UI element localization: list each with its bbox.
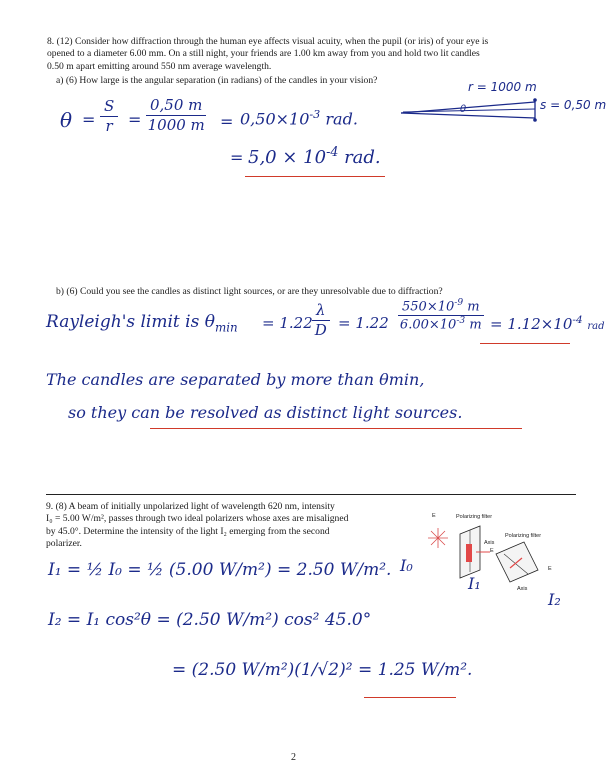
problem-8-line-1: 8. (12) Consider how diffraction through the human eye affects visual acuity, when the pupil (or iris) of your eye is [47, 36, 489, 47]
problem-8-line-2: opened to a diameter 6.00 mm. On a still night, your friends are 1.00 km away from you and hold two lit candles [47, 48, 480, 60]
lambda-num: λ [312, 301, 330, 321]
rayleigh-frac-num: $550\times 10^{-9}$ m [398, 298, 484, 316]
sketch-theta: θ [460, 104, 467, 115]
problem-9-line-1: 9. (8) A beam of initially unpolarized light of wavelength 620 nm, intensity [46, 501, 335, 512]
lambda-over-d [312, 301, 330, 339]
frac-den: 1000 m [147, 116, 205, 134]
part-b-question: b) (6) Could you see the candles as distinct light sources, or are they unresolvable due to diffraction? [56, 286, 443, 297]
p9-answer-underline [364, 697, 456, 698]
e-label-3: E [548, 566, 552, 572]
theta-min: $\theta_{min}$ [204, 312, 238, 335]
result2-mantissa: 5,0 × 10 [248, 147, 327, 168]
part-a-eq4: = [230, 148, 244, 167]
problem-9-statement [46, 501, 406, 551]
rayleigh-fraction [398, 298, 484, 333]
rayleigh-eq2: = 1.22 [338, 314, 389, 332]
part-a-eq1: = [82, 110, 96, 129]
r-label: r = 1000 m [468, 80, 537, 94]
section-divider [46, 494, 576, 495]
polarizer-figure [418, 508, 558, 603]
problem-8-line-3: 0.50 m apart emitting around 550 nm average wavelength. [47, 60, 272, 72]
result1-mantissa: 0,50×10 [240, 109, 310, 129]
rayleigh-eq1: = 1.22 [262, 314, 313, 332]
problem-8-statement [47, 36, 567, 73]
rayleigh-text: Rayleigh's limit is [46, 312, 200, 332]
polarizing-filter-label-2: Polarizing filter [505, 533, 542, 539]
rayleigh-frac-den: $6.00\times 10^{-3}$ m [399, 316, 482, 333]
conclusion-underline [150, 428, 522, 429]
s-label: s = 0,50 m [540, 98, 607, 112]
d-den: D [314, 321, 327, 339]
i0-label: I₀ [400, 556, 413, 575]
problem-9-line-4: polarizer. [46, 538, 82, 550]
problem-9-line-2: I₀ = 5.00 W/m², passes through two ideal polarizers whose axes are misaligned [46, 513, 349, 525]
part-a-question: a) (6) How large is the angular separation (in radians) of the candles in your vision? [56, 75, 378, 86]
problem-9-line-3: by 45.0°. Determine the intensity of the light I₂ emerging from the second [46, 525, 330, 537]
axis-label-1: Axis [484, 540, 495, 546]
conclusion-line-2: so they can be resolved as distinct light sources. [68, 403, 463, 422]
part-a-fraction [146, 96, 206, 134]
result2-unit: rad. [344, 147, 381, 168]
rayleigh-result-underline [480, 343, 570, 344]
part-a-result1 [240, 108, 358, 128]
axis-label-2: Axis [517, 586, 528, 592]
part-a-result2 [248, 144, 381, 168]
p9-work-line-2: I₂ = I₁ cos²θ = (2.50 W/m²) cos² 45.0° [48, 610, 372, 630]
result1-exp: -3 [309, 108, 321, 121]
polarizing-filter-label-1: Polarizing filter [456, 514, 493, 520]
result2-exp: -4 [326, 144, 339, 159]
result1-unit: rad. [325, 109, 358, 129]
page-number: 2 [291, 752, 296, 763]
p9-work-line-3: = (2.50 W/m²)(1/√2)² = 1.25 W/m². [172, 660, 473, 680]
i2-label: I₂ [548, 590, 561, 609]
part-a-s-over-r [100, 97, 118, 135]
part-a-answer-underline [245, 176, 385, 177]
part-a-eq2: = [128, 110, 142, 129]
rayleigh-result: = $1.12\times 10^{-4}$ rad [490, 314, 605, 333]
p9-work-line-1: I₁ = ½ I₀ = ½ (5.00 W/m²) = 2.50 W/m². [48, 560, 392, 580]
frac-num: 0,50 m [146, 96, 206, 116]
i1-label: I₁ [468, 574, 481, 593]
r-den: r [105, 117, 113, 135]
rayleigh-line [46, 312, 238, 334]
s-num: S [100, 97, 118, 117]
part-a-theta: θ [60, 108, 73, 132]
e-label-1: E [432, 513, 436, 519]
conclusion-line-1: The candles are separated by more than θmin, [46, 370, 425, 389]
e-label-2: E [490, 548, 494, 554]
part-a-eq3: = [220, 112, 234, 131]
